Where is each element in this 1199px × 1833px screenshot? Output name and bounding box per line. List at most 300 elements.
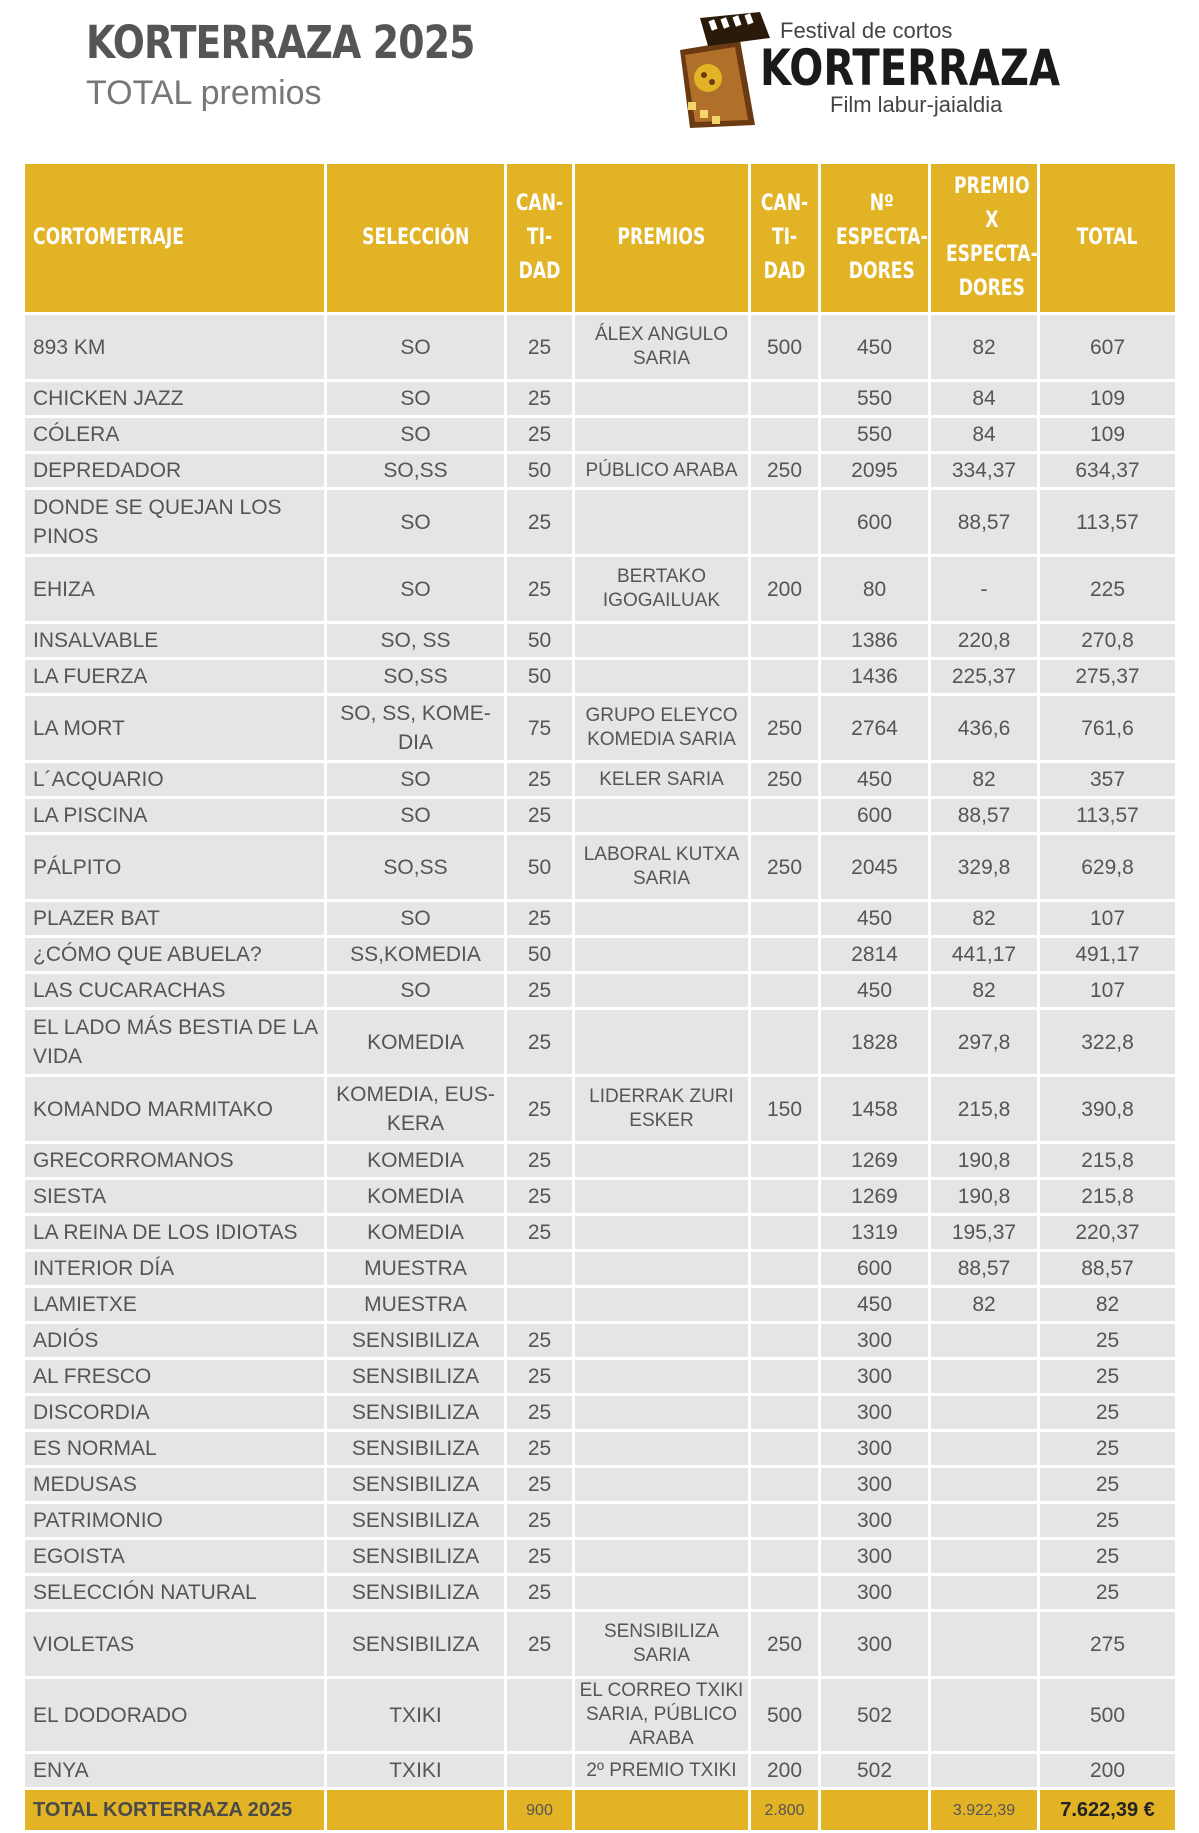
cell-total: 225 [1040,557,1175,624]
cell-cantidad-premio [751,1396,821,1432]
cell-cortometraje: 893 KM [25,315,327,382]
cell-total: 215,8 [1040,1180,1175,1216]
cell-cantidad [507,1288,575,1324]
cell-seleccion: SO,SS [327,454,507,490]
cell-cantidad-premio: 200 [751,557,821,624]
cell-cantidad: 50 [507,660,575,696]
total-label: TOTAL KORTERRAZA 2025 [25,1790,327,1833]
cell-espectadores: 600 [821,490,931,557]
cell-premio-espectadores: 220,8 [931,624,1040,660]
cell-cantidad: 25 [507,1077,575,1144]
cell-seleccion: SO, SS, KOME-DIA [327,696,507,763]
col-header-seleccion: SELECCIÓN [327,164,507,315]
table-row [25,1576,1175,1612]
cell-cortometraje: EL LADO MÁS BESTIA DE LA VIDA [25,1010,327,1077]
cell-total: 357 [1040,763,1175,799]
cell-seleccion: SENSIBILIZA [327,1360,507,1396]
table-row [25,624,1175,660]
cell-total: 82 [1040,1288,1175,1324]
cell-seleccion: SS,KOMEDIA [327,938,507,974]
cell-cantidad: 50 [507,624,575,660]
cell-cantidad: 25 [507,418,575,454]
page-title: KORTERRAZA 2025 [86,16,475,69]
cell-cantidad-premio: 150 [751,1077,821,1144]
cell-cortometraje: SIESTA [25,1180,327,1216]
cell-premios [575,1468,751,1504]
cell-cortometraje: MEDUSAS [25,1468,327,1504]
cell-cantidad: 25 [507,557,575,624]
cell-total: 109 [1040,382,1175,418]
cell-seleccion: KOMEDIA [327,1216,507,1252]
cell-cantidad: 25 [507,1504,575,1540]
logo-name-text: KORTERRAZA [760,39,1061,97]
cell-cortometraje: VIOLETAS [25,1612,327,1679]
cell-espectadores: 502 [821,1754,931,1790]
table-row [25,557,1175,624]
cell-cantidad-premio: 250 [751,696,821,763]
table-row [25,1077,1175,1144]
total-premio-espectadores: 3.922,39 [931,1790,1040,1833]
cell-premio-espectadores [931,1468,1040,1504]
col-header-premio-espectadores: PREMIO X ESPECTA-DORES [931,164,1040,315]
cell-cantidad-premio [751,1468,821,1504]
cell-cortometraje: L´ACQUARIO [25,763,327,799]
cell-premio-espectadores: 329,8 [931,835,1040,902]
cell-cortometraje: AL FRESCO [25,1360,327,1396]
cell-premios [575,1324,751,1360]
cell-total: 25 [1040,1324,1175,1360]
cell-total: 113,57 [1040,799,1175,835]
cell-cortometraje: SELECCIÓN NATURAL [25,1576,327,1612]
cell-cantidad-premio [751,1432,821,1468]
cell-seleccion: SO,SS [327,835,507,902]
cell-cantidad: 25 [507,490,575,557]
cell-cortometraje: LAS CUCARACHAS [25,974,327,1010]
cell-espectadores: 450 [821,1288,931,1324]
cell-cortometraje: ES NORMAL [25,1432,327,1468]
cell-cantidad-premio [751,660,821,696]
cell-seleccion: MUESTRA [327,1288,507,1324]
cell-espectadores: 300 [821,1360,931,1396]
cell-cortometraje: GRECORROMANOS [25,1144,327,1180]
cell-espectadores: 1269 [821,1144,931,1180]
cell-premio-espectadores [931,1754,1040,1790]
cell-cortometraje: PLAZER BAT [25,902,327,938]
table-row [25,835,1175,902]
cell-espectadores: 1386 [821,624,931,660]
cell-total: 629,8 [1040,835,1175,902]
cell-cortometraje: ADIÓS [25,1324,327,1360]
page-subtitle: TOTAL premios [86,74,322,112]
cell-cantidad: 25 [507,799,575,835]
cell-espectadores: 300 [821,1396,931,1432]
cell-premios [575,382,751,418]
cell-seleccion: SO [327,799,507,835]
cell-total: 634,37 [1040,454,1175,490]
cell-premios [575,1396,751,1432]
cell-cortometraje: LA MORT [25,696,327,763]
cell-cantidad: 75 [507,696,575,763]
cell-total: 607 [1040,315,1175,382]
cell-premio-espectadores: 436,6 [931,696,1040,763]
cell-cantidad: 25 [507,1432,575,1468]
cell-premios [575,1010,751,1077]
cell-cantidad-premio [751,490,821,557]
grand-total: 7.622,39 € [1040,1790,1175,1833]
cell-cortometraje: LA PISCINA [25,799,327,835]
cell-cantidad: 25 [507,1180,575,1216]
cell-seleccion: SO [327,902,507,938]
table-row [25,1679,1175,1754]
cell-seleccion: SENSIBILIZA [327,1396,507,1432]
cell-premio-espectadores: 82 [931,974,1040,1010]
cell-espectadores: 600 [821,1252,931,1288]
cell-cantidad-premio: 250 [751,763,821,799]
cell-seleccion: KOMEDIA [327,1010,507,1077]
table-row [25,1288,1175,1324]
cell-seleccion: SENSIBILIZA [327,1324,507,1360]
cell-espectadores: 1269 [821,1180,931,1216]
cell-premios [575,902,751,938]
cell-cantidad-premio: 250 [751,454,821,490]
cell-cantidad-premio [751,624,821,660]
cell-cantidad-premio [751,418,821,454]
cell-premio-espectadores [931,1396,1040,1432]
cell-seleccion: TXIKI [327,1754,507,1790]
cell-cortometraje: PÁLPITO [25,835,327,902]
cell-premio-espectadores: 88,57 [931,799,1040,835]
cell-cortometraje: DONDE SE QUEJAN LOS PINOS [25,490,327,557]
cell-cantidad [507,1252,575,1288]
cell-premio-espectadores: 195,37 [931,1216,1040,1252]
cell-cantidad-premio [751,1360,821,1396]
cell-cortometraje: EGOISTA [25,1540,327,1576]
cell-espectadores: 300 [821,1468,931,1504]
table-row [25,490,1175,557]
cell-total: 107 [1040,902,1175,938]
cell-cantidad: 50 [507,454,575,490]
col-header-cantidad-premio: CAN-TI-DAD [751,164,821,315]
cell-premios: LIDERRAK ZURI ESKER [575,1077,751,1144]
cell-premios: SENSIBILIZA SARIA [575,1612,751,1679]
cell-premio-espectadores: 82 [931,902,1040,938]
table-row [25,1396,1175,1432]
cell-total: 220,37 [1040,1216,1175,1252]
cell-cortometraje: CÓLERA [25,418,327,454]
table-row [25,902,1175,938]
cell-premios [575,1216,751,1252]
cell-cortometraje: INSALVABLE [25,624,327,660]
cell-cantidad: 25 [507,1396,575,1432]
prizes-table [25,164,1175,1833]
cell-espectadores: 450 [821,763,931,799]
cell-cantidad-premio [751,1540,821,1576]
cell-total: 25 [1040,1360,1175,1396]
cell-seleccion: SO, SS [327,624,507,660]
cell-espectadores: 1828 [821,1010,931,1077]
table-row [25,1432,1175,1468]
cell-premio-espectadores: 82 [931,315,1040,382]
cell-cantidad [507,1679,575,1754]
cell-cantidad: 25 [507,1324,575,1360]
cell-cantidad-premio [751,1576,821,1612]
cell-cantidad-premio: 200 [751,1754,821,1790]
cell-seleccion: KOMEDIA [327,1180,507,1216]
table-row [25,763,1175,799]
cell-premio-espectadores [931,1504,1040,1540]
cell-premios [575,938,751,974]
cell-espectadores: 550 [821,418,931,454]
table-row [25,799,1175,835]
cell-espectadores: 2095 [821,454,931,490]
col-header-total: TOTAL [1040,164,1175,315]
cell-cortometraje: LAMIETXE [25,1288,327,1324]
cell-seleccion: SO [327,974,507,1010]
cell-cortometraje: LA REINA DE LOS IDIOTAS [25,1216,327,1252]
cell-premio-espectadores: 84 [931,418,1040,454]
cell-cantidad-premio [751,1324,821,1360]
cell-premio-espectadores: 225,37 [931,660,1040,696]
cell-total: 275,37 [1040,660,1175,696]
cell-cantidad: 25 [507,315,575,382]
table-row [25,1540,1175,1576]
cell-premio-espectadores: 88,57 [931,1252,1040,1288]
cell-cortometraje: ¿CÓMO QUE ABUELA? [25,938,327,974]
cell-premio-espectadores: 441,17 [931,938,1040,974]
cell-premios [575,1360,751,1396]
cell-seleccion: SENSIBILIZA [327,1432,507,1468]
table-header-row [25,164,1175,315]
cell-premios: PÚBLICO ARABA [575,454,751,490]
cell-cortometraje: KOMANDO MARMITAKO [25,1077,327,1144]
cell-espectadores: 600 [821,799,931,835]
table-row [25,660,1175,696]
cell-cantidad-premio [751,1252,821,1288]
cell-seleccion: SO [327,490,507,557]
cell-premio-espectadores [931,1432,1040,1468]
cell-total: 215,8 [1040,1144,1175,1180]
cell-seleccion: TXIKI [327,1679,507,1754]
cell-premios [575,1180,751,1216]
cell-cantidad-premio [751,902,821,938]
cell-seleccion: SO,SS [327,660,507,696]
cell-premio-espectadores [931,1576,1040,1612]
table-row [25,1360,1175,1396]
cell-cortometraje: INTERIOR DÍA [25,1252,327,1288]
table-row [25,974,1175,1010]
cell-premio-espectadores: 190,8 [931,1144,1040,1180]
cell-total: 200 [1040,1754,1175,1790]
cell-cantidad-premio [751,382,821,418]
cell-cantidad-premio [751,1144,821,1180]
cell-premios [575,1252,751,1288]
cell-cantidad: 25 [507,1468,575,1504]
cell-cantidad: 25 [507,1216,575,1252]
cell-premio-espectadores: 190,8 [931,1180,1040,1216]
cell-total: 25 [1040,1540,1175,1576]
cell-premio-espectadores: 334,37 [931,454,1040,490]
film-strip-icon [680,12,770,128]
total-cantidad-premios: 2.800 [751,1790,821,1833]
cell-cantidad: 25 [507,1540,575,1576]
cell-total: 113,57 [1040,490,1175,557]
cell-premios [575,418,751,454]
cell-total: 109 [1040,418,1175,454]
cell-seleccion: SO [327,418,507,454]
table-row [25,1180,1175,1216]
cell-cantidad [507,1754,575,1790]
cell-total: 390,8 [1040,1077,1175,1144]
table-row [25,1754,1175,1790]
cell-cantidad: 25 [507,974,575,1010]
cell-cantidad-premio [751,938,821,974]
cell-premio-espectadores: 297,8 [931,1010,1040,1077]
cell-cantidad-premio [751,1216,821,1252]
logo-bottom-text: Film labur-jaialdia [830,92,1003,117]
total-cell [821,1790,931,1833]
cell-cantidad: 25 [507,382,575,418]
cell-espectadores: 300 [821,1612,931,1679]
table-row [25,418,1175,454]
cell-premio-espectadores [931,1324,1040,1360]
cell-premios [575,660,751,696]
cell-total: 107 [1040,974,1175,1010]
table-row [25,1612,1175,1679]
cell-seleccion: SENSIBILIZA [327,1504,507,1540]
cell-total: 25 [1040,1468,1175,1504]
cell-total: 491,17 [1040,938,1175,974]
cell-premios [575,1540,751,1576]
cell-premios: LABORAL KUTXA SARIA [575,835,751,902]
cell-cantidad: 25 [507,1010,575,1077]
table-row [25,938,1175,974]
cell-premios [575,799,751,835]
table-row [25,382,1175,418]
table-row [25,1504,1175,1540]
cell-premios: EL CORREO TXIKI SARIA, PÚBLICO ARABA [575,1679,751,1754]
cell-premios: KELER SARIA [575,763,751,799]
cell-total: 25 [1040,1396,1175,1432]
cell-espectadores: 502 [821,1679,931,1754]
cell-premios: BERTAKO IGOGAILUAK [575,557,751,624]
cell-seleccion: MUESTRA [327,1252,507,1288]
cell-espectadores: 1319 [821,1216,931,1252]
cell-espectadores: 1436 [821,660,931,696]
table-row [25,1252,1175,1288]
cell-total: 25 [1040,1576,1175,1612]
cell-cantidad-premio [751,1180,821,1216]
cell-espectadores: 300 [821,1540,931,1576]
table-row [25,454,1175,490]
cell-cantidad: 25 [507,1144,575,1180]
cell-premio-espectadores: 82 [931,1288,1040,1324]
cell-espectadores: 80 [821,557,931,624]
cell-espectadores: 2045 [821,835,931,902]
cell-cortometraje: ENYA [25,1754,327,1790]
cell-espectadores: 2764 [821,696,931,763]
cell-cortometraje: DISCORDIA [25,1396,327,1432]
table-row [25,1324,1175,1360]
cell-cortometraje: LA FUERZA [25,660,327,696]
cell-premios [575,1144,751,1180]
cell-cantidad: 25 [507,1576,575,1612]
cell-premios [575,1576,751,1612]
cell-seleccion: SENSIBILIZA [327,1468,507,1504]
cell-premio-espectadores: 84 [931,382,1040,418]
cell-espectadores: 450 [821,315,931,382]
cell-total: 270,8 [1040,624,1175,660]
cell-premio-espectadores: 215,8 [931,1077,1040,1144]
cell-seleccion: SENSIBILIZA [327,1576,507,1612]
cell-espectadores: 300 [821,1504,931,1540]
table-row [25,1010,1175,1077]
col-header-cortometraje: CORTOMETRAJE [25,164,327,315]
cell-premio-espectadores: 88,57 [931,490,1040,557]
total-cell [575,1790,751,1833]
cell-seleccion: SENSIBILIZA [327,1612,507,1679]
cell-seleccion: KOMEDIA, EUS-KERA [327,1077,507,1144]
cell-premios: ÁLEX ANGULO SARIA [575,315,751,382]
cell-espectadores: 300 [821,1324,931,1360]
logo-top-text: Festival de cortos [780,18,953,43]
festival-logo [660,10,1080,130]
cell-espectadores: 300 [821,1432,931,1468]
cell-cantidad-premio: 250 [751,1612,821,1679]
cell-total: 500 [1040,1679,1175,1754]
cell-cantidad: 25 [507,902,575,938]
cell-seleccion: KOMEDIA [327,1144,507,1180]
cell-premios [575,1504,751,1540]
cell-cantidad: 25 [507,1612,575,1679]
cell-cortometraje: PATRIMONIO [25,1504,327,1540]
cell-cantidad-premio [751,799,821,835]
cell-premio-espectadores: 82 [931,763,1040,799]
cell-premios [575,624,751,660]
cell-total: 88,57 [1040,1252,1175,1288]
cell-premios [575,1432,751,1468]
cell-espectadores: 2814 [821,938,931,974]
cell-cantidad: 50 [507,835,575,902]
cell-seleccion: SO [327,315,507,382]
cell-total: 761,6 [1040,696,1175,763]
total-row [25,1790,1175,1833]
cell-cortometraje: DEPREDADOR [25,454,327,490]
cell-cantidad-premio [751,1504,821,1540]
cell-cantidad: 25 [507,763,575,799]
cell-premios [575,974,751,1010]
cell-total: 25 [1040,1504,1175,1540]
cell-premio-espectadores [931,1360,1040,1396]
cell-premio-espectadores [931,1679,1040,1754]
cell-espectadores: 1458 [821,1077,931,1144]
cell-cortometraje: EL DODORADO [25,1679,327,1754]
cell-premios [575,490,751,557]
cell-premio-espectadores [931,1612,1040,1679]
cell-espectadores: 450 [821,974,931,1010]
table-row [25,315,1175,382]
cell-seleccion: SO [327,763,507,799]
col-header-cantidad: CAN-TI-DAD [507,164,575,315]
cell-cantidad-premio: 250 [751,835,821,902]
cell-cortometraje: EHIZA [25,557,327,624]
table-row [25,1216,1175,1252]
cell-premio-espectadores: - [931,557,1040,624]
cell-seleccion: SO [327,557,507,624]
table-row [25,1144,1175,1180]
cell-cantidad-premio [751,1288,821,1324]
total-cantidad: 900 [507,1790,575,1833]
cell-premios [575,1288,751,1324]
